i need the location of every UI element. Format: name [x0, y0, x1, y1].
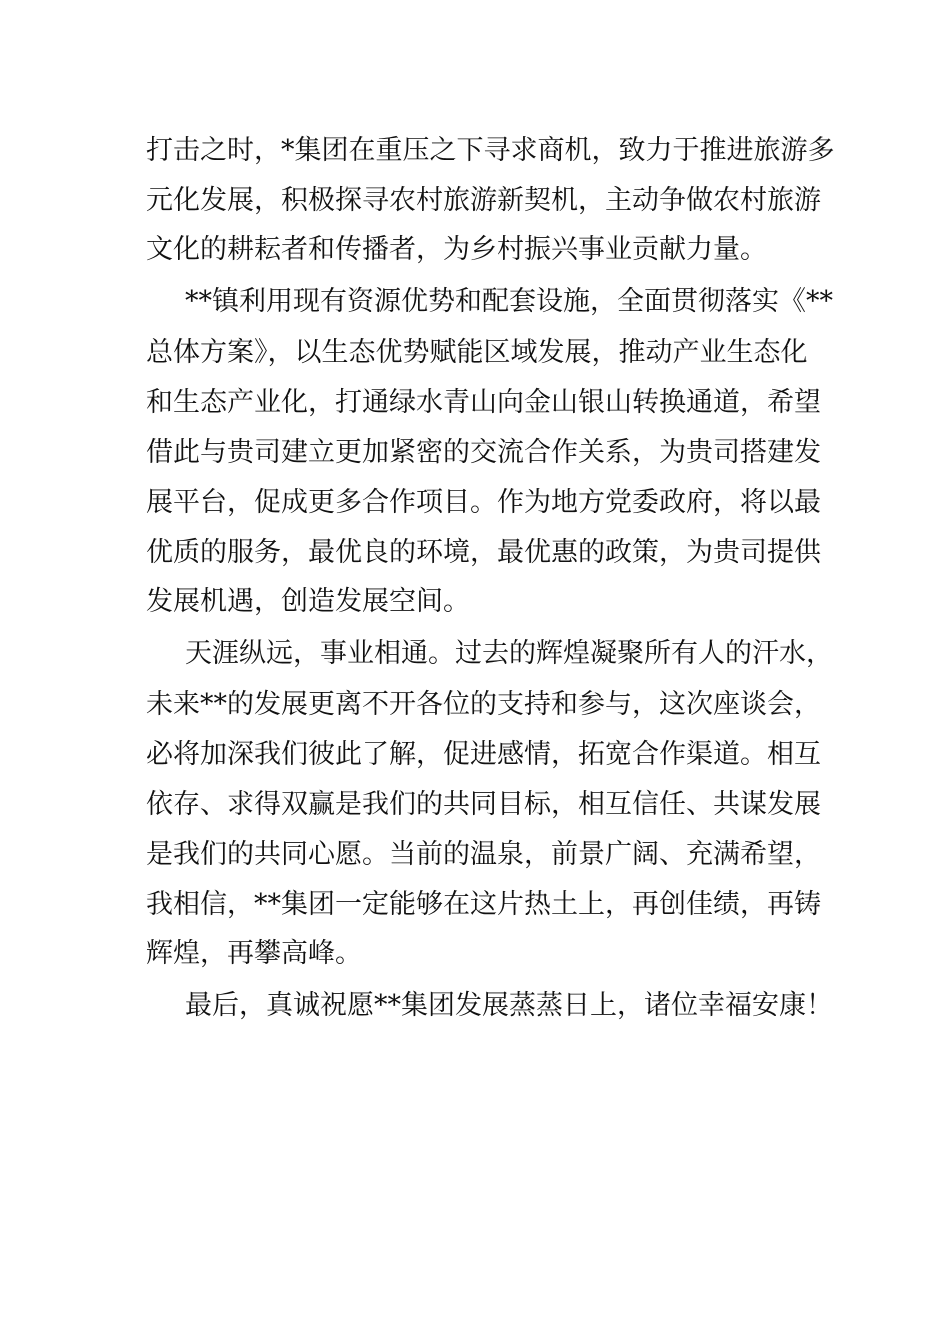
paragraph-line: 必将加深我们彼此了解，促进感情，拓宽合作渠道。相互	[146, 739, 821, 770]
paragraph-line: **镇利用现有资源优势和配套设施，全面贯彻落实《**	[185, 286, 833, 317]
paragraph-line: 未来**的发展更离不开各位的支持和参与，这次座谈会，	[146, 689, 821, 720]
paragraph-line: 元化发展，积极探寻农村旅游新契机，主动争做农村旅游	[146, 185, 821, 216]
paragraph-line: 是我们的共同心愿。当前的温泉，前景广阔、充满希望，	[146, 839, 821, 870]
paragraph-line: 依存、求得双赢是我们的共同目标，相互信任、共谋发展	[146, 789, 821, 820]
paragraph-line: 天涯纵远，事业相通。过去的辉煌凝聚所有人的汗水，	[185, 638, 833, 669]
paragraph-line: 借此与贵司建立更加紧密的交流合作关系，为贵司搭建发	[146, 437, 821, 468]
paragraph-line: 最后，真诚祝愿**集团发展蒸蒸日上，诸位幸福安康！	[185, 990, 833, 1021]
paragraph-line: 总体方案》，以生态优势赋能区域发展，推动产业生态化	[146, 337, 808, 368]
paragraph-line: 和生态产业化，打通绿水青山向金山银山转换通道，希望	[146, 387, 821, 418]
paragraph-line: 打击之时，*集团在重压之下寻求商机，致力于推进旅游多	[146, 135, 835, 166]
paragraph-line: 展平台，促成更多合作项目。作为地方党委政府，将以最	[146, 487, 821, 518]
paragraph-line: 文化的耕耘者和传播者，为乡村振兴事业贡献力量。	[146, 234, 767, 265]
paragraph-line: 辉煌，再攀高峰。	[146, 938, 362, 969]
paragraph-line: 我相信，**集团一定能够在这片热土上，再创佳绩，再铸	[146, 889, 821, 920]
paragraph-line: 发展机遇，创造发展空间。	[146, 586, 470, 617]
paragraph-line: 优质的服务，最优良的环境，最优惠的政策，为贵司提供	[146, 537, 821, 568]
